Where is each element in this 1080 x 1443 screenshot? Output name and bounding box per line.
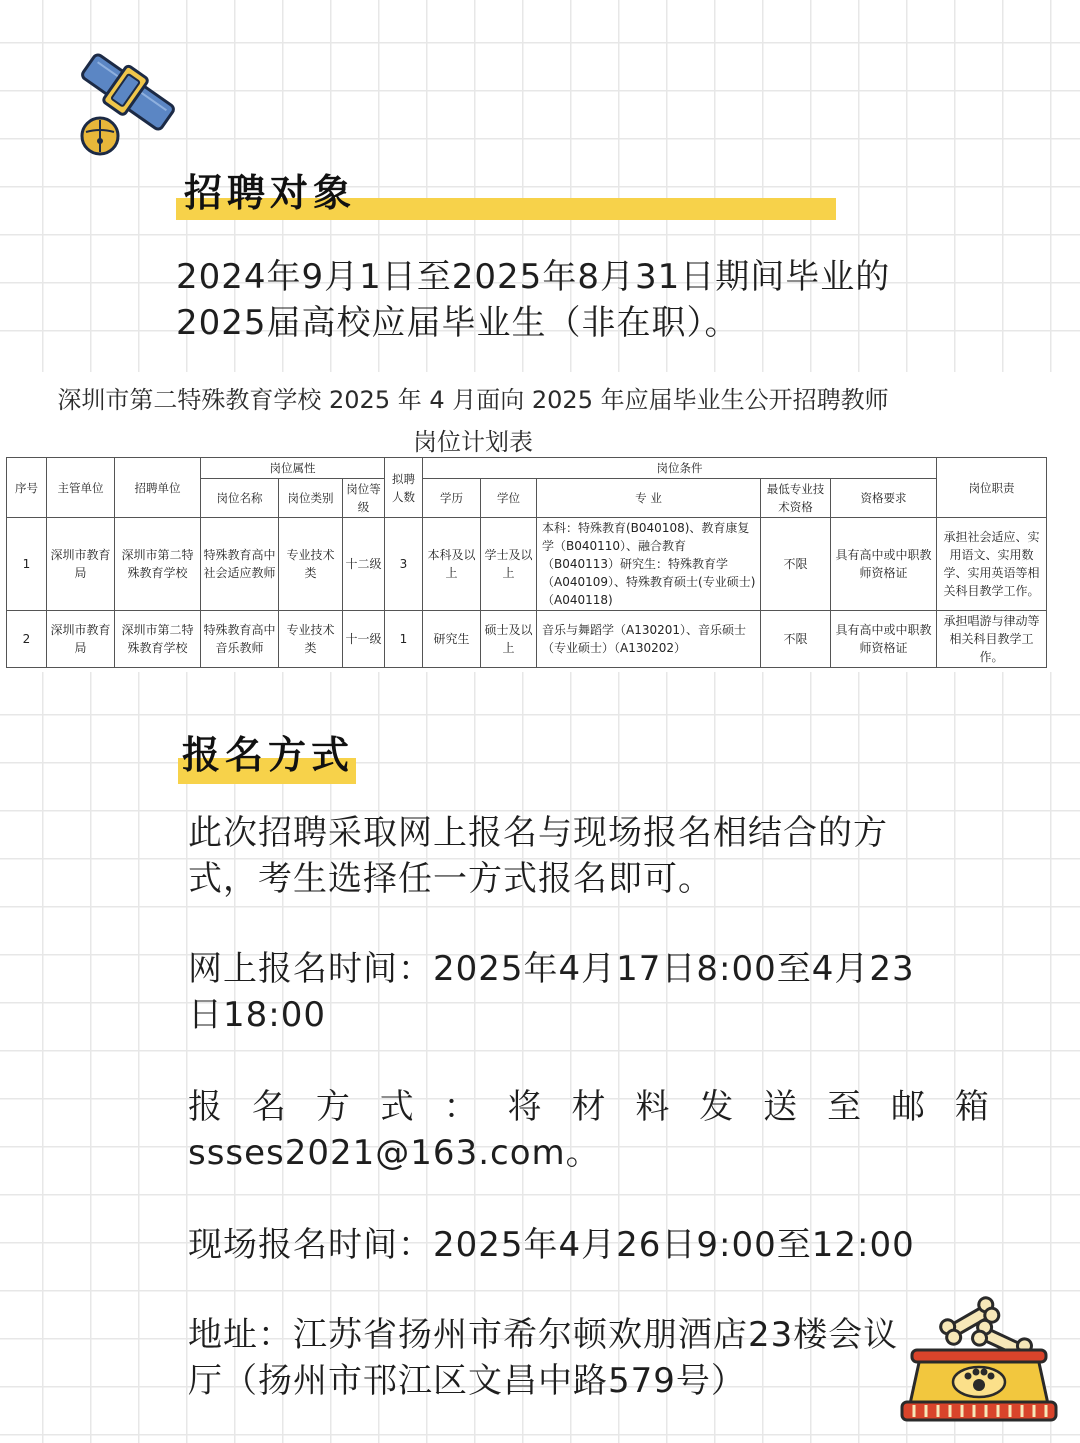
cell-qual: 具有高中或中职教师资格证: [831, 611, 937, 668]
position-plan-panel: [0, 372, 1080, 672]
method-char: 邮: [890, 1087, 926, 1127]
position-plan-table: [6, 457, 1047, 668]
section-heading-recruit-target: [176, 162, 838, 222]
onsite-time-line: 现场报名时间：2025年4月26日9:00至12:00: [188, 1225, 915, 1265]
method-char: 材: [571, 1087, 607, 1127]
cell-pos-type: 专业技术类: [279, 611, 343, 668]
cell-pos-name: 特殊教育高中社会适应教师: [201, 518, 279, 611]
header-seq: 序号: [7, 458, 47, 518]
header-degree: 学位: [481, 479, 537, 518]
cell-pos-type: 专业技术类: [279, 518, 343, 611]
registration-email: ssses2021@163.com。: [188, 1133, 601, 1173]
cell-unit: 深圳市第二特殊教育学校: [115, 611, 201, 668]
recruit-target-line: 2024年9月1日至2025年8月31日期间毕业的: [176, 257, 891, 297]
recruit-target-line: 2025届高校应届毕业生（非在职）。: [176, 303, 740, 343]
method-char: 将: [507, 1087, 543, 1127]
method-char: 名: [251, 1087, 287, 1127]
section-heading-registration: [178, 724, 358, 788]
online-time-line: 日18:00: [188, 995, 326, 1035]
cell-dept: 深圳市教育局: [47, 518, 115, 611]
registration-method: [188, 1084, 990, 1176]
recruit-target-text: [176, 254, 890, 346]
cell-seq: 1: [7, 518, 47, 611]
collar-bell-icon: [76, 44, 180, 160]
header-edu: 学历: [423, 479, 481, 518]
table-row: [7, 611, 1047, 668]
header-pos-type: 岗位类别: [279, 479, 343, 518]
cell-pos-level: 十一级: [343, 611, 385, 668]
cell-dept: 深圳市教育局: [47, 611, 115, 668]
header-pos-level: 岗位等级: [343, 479, 385, 518]
intro-line: 此次招聘采取网上报名与现场报名相结合的方: [188, 813, 888, 853]
method-char: 方: [315, 1087, 351, 1127]
registration-address: [188, 1312, 898, 1404]
header-count: 拟聘人数: [385, 458, 423, 518]
method-line: [188, 1084, 990, 1130]
intro-line: 式，考生选择任一方式报名即可。: [188, 859, 713, 899]
cell-unit: 深圳市第二特殊教育学校: [115, 518, 201, 611]
table-row: [7, 518, 1047, 611]
cell-tech: 不限: [761, 518, 831, 611]
header-major: 专 业: [537, 479, 761, 518]
onsite-registration-time: [188, 1222, 915, 1268]
dog-bowl-bones-icon: [898, 1292, 1060, 1428]
heading-text: 招聘对象: [184, 171, 357, 215]
cell-qual: 具有高中或中职教师资格证: [831, 518, 937, 611]
method-char: 料: [635, 1087, 671, 1127]
cell-tech: 不限: [761, 611, 831, 668]
table-subtitle: 岗位计划表: [413, 428, 533, 456]
method-char: 报: [188, 1087, 223, 1127]
online-registration-time: [188, 946, 915, 1038]
cell-count: 3: [385, 518, 423, 611]
cell-pos-level: 十二级: [343, 518, 385, 611]
address-line: 厅（扬州市邗江区文昌中路579号）: [188, 1361, 746, 1401]
method-char: 发: [699, 1087, 735, 1127]
method-char: 至: [827, 1087, 863, 1127]
method-char: 式: [379, 1087, 415, 1127]
cell-edu: 本科及以上: [423, 518, 481, 611]
cell-duty: 承担社会适应、实用语文、实用数学、实用英语等相关科目教学工作。: [937, 518, 1047, 611]
method-char: 箱: [954, 1087, 990, 1127]
cell-seq: 2: [7, 611, 47, 668]
cell-degree: 硕士及以上: [481, 611, 537, 668]
method-char: 送: [763, 1087, 799, 1127]
header-cond-group: 岗位条件: [423, 458, 937, 479]
address-line: 地址：江苏省扬州市希尔顿欢朋酒店23楼会议: [188, 1315, 899, 1355]
heading-text: 报名方式: [182, 733, 355, 777]
registration-intro: [188, 810, 990, 902]
header-duty: 岗位职责: [937, 458, 1047, 518]
header-pos-name: 岗位名称: [201, 479, 279, 518]
cell-count: 1: [385, 611, 423, 668]
header-attr-group: 岗位属性: [201, 458, 385, 479]
header-qual: 资格要求: [831, 479, 937, 518]
cell-degree: 学士及以上: [481, 518, 537, 611]
method-char: ：: [443, 1087, 479, 1127]
header-tech: 最低专业技术资格: [761, 479, 831, 518]
online-time-line: 网上报名时间：2025年4月17日8:00至4月23: [188, 949, 915, 989]
header-dept: 主管单位: [47, 458, 115, 518]
cell-major: 本科：特殊教育(B040108)、教育康复学（B040110）、融合教育（B040113）研究生：特殊教育学（A040109）、特殊教育硕士(专业硕士)（A040118): [537, 518, 761, 611]
header-unit: 招聘单位: [115, 458, 201, 518]
table-title: 深圳市第二特殊教育学校 2025 年 4 月面向 2025 年应届毕业生公开招聘教师: [57, 386, 889, 414]
cell-duty: 承担唱游与律动等相关科目教学工作。: [937, 611, 1047, 668]
cell-major: 音乐与舞蹈学（A130201）、音乐硕士（专业硕士）（A130202）: [537, 611, 761, 668]
cell-edu: 研究生: [423, 611, 481, 668]
cell-pos-name: 特殊教育高中音乐教师: [201, 611, 279, 668]
